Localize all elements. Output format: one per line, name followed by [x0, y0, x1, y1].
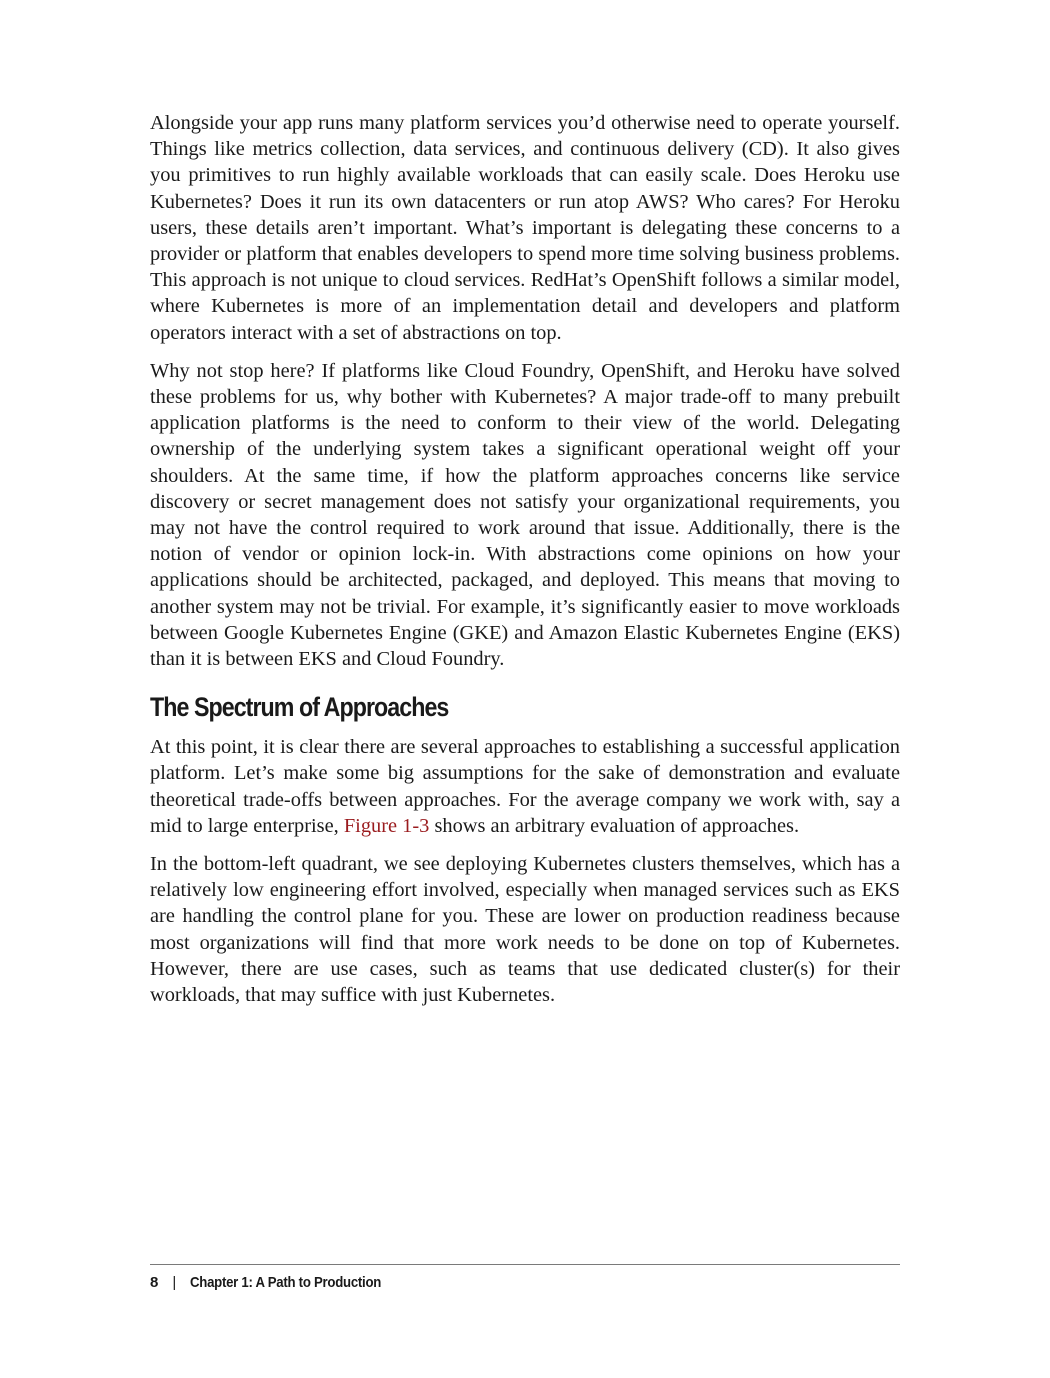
page-number: 8 [150, 1274, 159, 1291]
paragraph-platform-services: Alongside your app runs many platform services you’d otherwise need to operate yourself. Things like metrics collection, data services, and continuous delivery (CD). It also gives you primitives to run highly available workloads that can easily scale. Does Heroku use Kubernetes? Does it run its own datacenters or run atop AWS? Who cares? For Heroku users, these details aren’t important. What’s important is delegating these concerns to a provider or platform that enables developers to spend more time solving business problems. This approach is not unique to cloud services. RedHat’s OpenShift follows a similar model, where Kubernetes is more of an implementation detail and developers and platform operators interact with a set of abstractions on top. [150, 112, 900, 344]
paragraph-text: At this point, it is clear there are several approaches to establishing a successful application platform. Let’s make some big assumptions for the sake of demonstration and evaluate theoretical trade-offs between approaches. For the average company we work with, say a mid to large enterprise, [150, 736, 900, 837]
figure-reference-link[interactable]: Figure 1-3 [343, 814, 430, 837]
page-footer [150, 1264, 900, 1293]
paragraph-why-not-stop-here: Why not stop here? If platforms like Cloud Foundry, OpenShift, and Heroku have solved these problems for us, why bother with Kubernetes? A major trade-off to many prebuilt application platforms is the need to conform to their view of the world. Delegating ownership of the underlying system takes a significant operational weight off your shoulders. At the same time, if how the platform approaches concerns like service discovery or secret management does not satisfy your organizational requirements, you may not have the control required to work around that issue. Additionally, there is the notion of vendor or opinion lock-in. With abstractions come opinions on how your applications should be architected, packaged, and deployed. This means that moving to another system may not be trivial. For example, it’s significantly easier to move workloads between Google Kubernetes Engine (GKE) and Amazon Elastic Kubernetes Engine (EKS) than it is between EKS and Cloud Foundry. [150, 359, 900, 671]
footer-separator: | [172, 1274, 177, 1291]
page-body [150, 110, 900, 1020]
section-heading: The Spectrum of Approaches [150, 692, 449, 723]
chapter-title: Chapter 1: A Path to Production [190, 1274, 382, 1291]
paragraph-text: shows an arbitrary evaluation of approaches. [429, 814, 800, 837]
paragraph-spectrum-intro [150, 734, 900, 839]
paragraph-bottom-left-quadrant: In the bottom-left quadrant, we see deploying Kubernetes clusters themselves, which has a relatively low engineering effort involved, especially when managed services such as EKS are handling the control plane for you. These are lower on production readiness because most organizations will find that more work needs to be done on top of Kubernetes. However, there are use cases, such as teams that use dedicated cluster(s) for their workloads, that may suffice with just Kubernetes. [150, 853, 900, 1007]
